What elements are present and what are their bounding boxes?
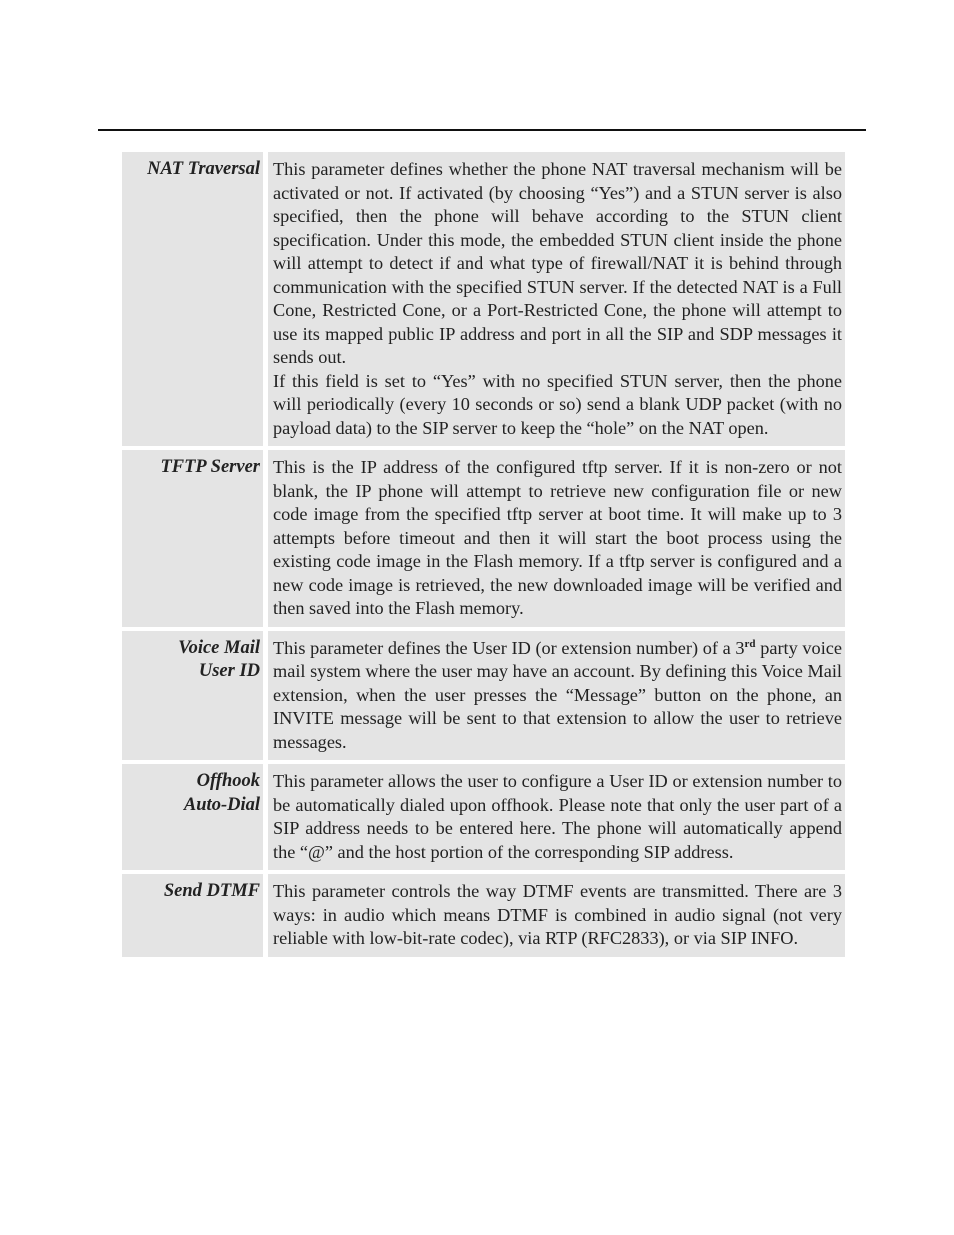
description-paragraph: If this field is set to “Yes” with no specified STUN server, then the phone will periodically (every 10 seconds or so) send a blank UDP packet (with no payload data) to the SIP server to keep the “hole” on the NAT open. bbox=[273, 370, 842, 438]
description-paragraph: This parameter allows the user to configure a User ID or extension number to be automatically dialed upon offhook. Please note that only the user part of a SIP address needs to be entered here. The phone will automatically append the “@” and the host portion of the corresponding SIP address. bbox=[273, 771, 842, 862]
param-description bbox=[268, 450, 845, 627]
table-row-send-dtmf bbox=[122, 874, 845, 957]
description-paragraph bbox=[273, 637, 842, 755]
param-description bbox=[268, 874, 845, 957]
param-description bbox=[268, 152, 845, 446]
description-paragraph: This is the IP address of the configured tftp server. If it is non-zero or not blank, the IP phone will attempt to retrieve new configuration file or new code image from the specified tftp server at boot time. It will make up to 3 attempts before timeout and then it will start the boot process using the existing code image in the Flash memory. If a tftp server is configured and a new code image is retrieved, the new downloaded image will be verified and then saved into the Flash memory. bbox=[273, 457, 842, 618]
table-row-tftp-server bbox=[122, 450, 845, 627]
table-row-offhook-auto-dial bbox=[122, 764, 845, 870]
top-horizontal-rule bbox=[98, 129, 866, 131]
param-description bbox=[268, 631, 845, 761]
param-description bbox=[268, 764, 845, 870]
description-paragraph: This parameter defines whether the phone NAT traversal mechanism will be activated or not. If activated (by choosing “Yes”) and a STUN server is also specified, then the phone will behave according to the STUN client specification. Under this mode, the embedded STUN client inside the phone will attempt to detect if and what type of firewall/NAT it is behind through communication with the specified STUN server. If the detected NAT is a Full Cone, Restricted Cone, or a Port-Restricted Cone, the phone will attempt to use its mapped public IP address and port in all the SIP and SDP messages it sends out. bbox=[273, 159, 842, 367]
param-name: TFTP Server bbox=[122, 450, 263, 627]
description-paragraph: This parameter controls the way DTMF events are transmitted. There are 3 ways: in audio which means DTMF is combined in audio signal (not very reliable with low-bit-rate codec), via RTP (RFC2833), or via SIP INFO. bbox=[273, 881, 842, 948]
param-name: Offhook Auto-Dial bbox=[122, 764, 263, 870]
param-name: Send DTMF bbox=[122, 874, 263, 957]
ordinal-suffix: rd bbox=[744, 637, 756, 650]
description-text: This parameter defines the User ID (or extension number) of a 3 bbox=[273, 637, 745, 658]
description-text: party voice mail system where the user may have an account. By defining this Voice Mail extension, when the user presses the “Message” button on the phone, an INVITE message will be sent to that extension to allow the user to retrieve messages. bbox=[273, 637, 842, 752]
table-row-nat-traversal bbox=[122, 152, 845, 446]
table-row-voice-mail-user-id bbox=[122, 631, 845, 761]
param-name: Voice Mail User ID bbox=[122, 631, 263, 761]
parameter-table bbox=[122, 152, 845, 961]
param-name: NAT Traversal bbox=[122, 152, 263, 446]
